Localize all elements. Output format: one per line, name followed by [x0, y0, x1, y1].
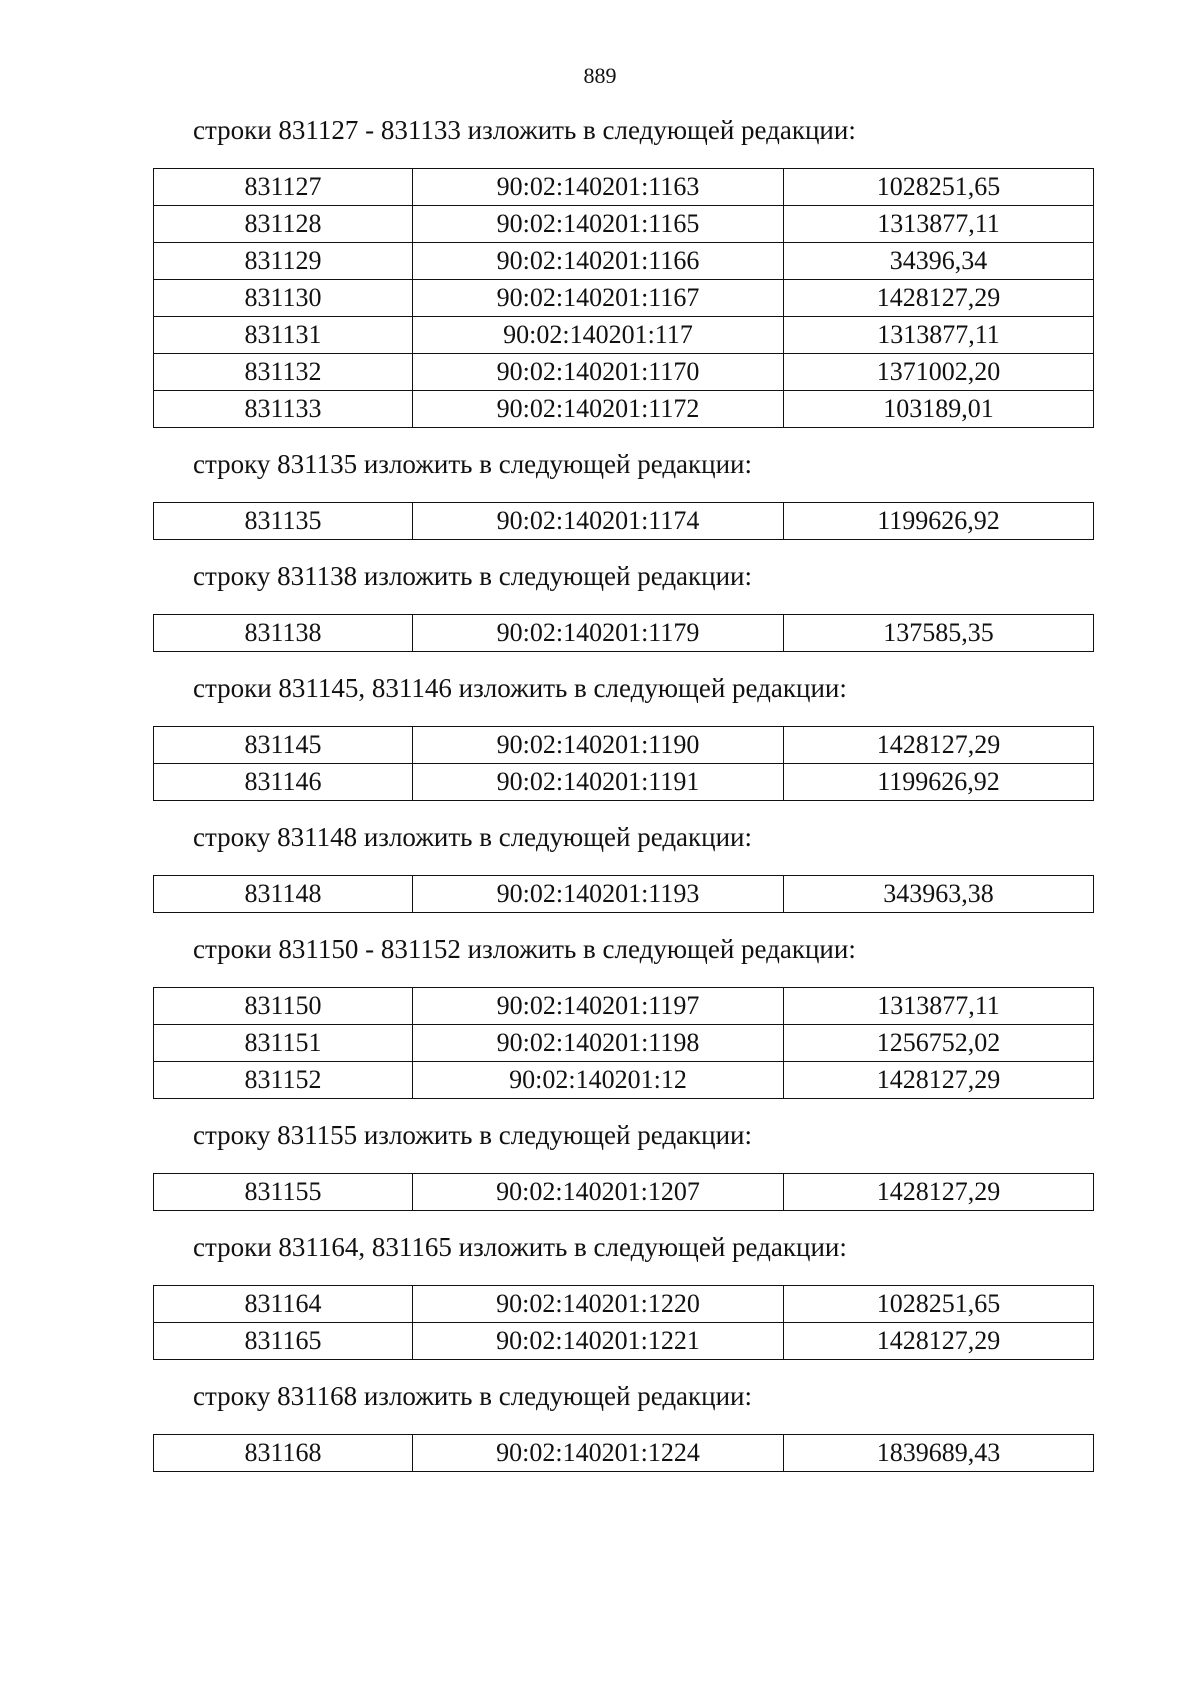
- row-number-cell: 831132: [154, 354, 413, 391]
- value-cell: 1199626,92: [784, 503, 1094, 540]
- table-row: [154, 1286, 1094, 1323]
- table-row: [154, 206, 1094, 243]
- cadastral-number-cell: 90:02:140201:1166: [413, 243, 784, 280]
- table-row: [154, 615, 1094, 652]
- cadastral-number-cell: 90:02:140201:1167: [413, 280, 784, 317]
- amendment-instruction: строки 831145, 831146 изложить в следующей редакции:: [193, 673, 847, 703]
- amendment-table: [153, 1434, 1094, 1472]
- cadastral-number-cell: 90:02:140201:1221: [413, 1323, 784, 1360]
- amendment-section: [153, 558, 1093, 652]
- cadastral-number-cell: 90:02:140201:1193: [413, 876, 784, 913]
- amendment-instruction: строку 831148 изложить в следующей редакции:: [193, 822, 753, 852]
- value-cell: 1428127,29: [784, 280, 1094, 317]
- row-number-cell: 831129: [154, 243, 413, 280]
- value-cell: 1371002,20: [784, 354, 1094, 391]
- table-row: [154, 876, 1094, 913]
- table-row: [154, 1435, 1094, 1472]
- cadastral-number-cell: 90:02:140201:12: [413, 1062, 784, 1099]
- cadastral-number-cell: 90:02:140201:1220: [413, 1286, 784, 1323]
- amendment-section: [153, 446, 1093, 540]
- value-cell: 1313877,11: [784, 988, 1094, 1025]
- table-row: [154, 1323, 1094, 1360]
- row-number-cell: 831131: [154, 317, 413, 354]
- document-body: [153, 112, 1093, 1472]
- amendment-instruction: строки 831127 - 831133 изложить в следующей редакции:: [193, 115, 856, 145]
- table-row: [154, 391, 1094, 428]
- table-row: [154, 1062, 1094, 1099]
- value-cell: 1428127,29: [784, 1174, 1094, 1211]
- cadastral-number-cell: 90:02:140201:1179: [413, 615, 784, 652]
- value-cell: 34396,34: [784, 243, 1094, 280]
- row-number-cell: 831152: [154, 1062, 413, 1099]
- cadastral-number-cell: 90:02:140201:1224: [413, 1435, 784, 1472]
- row-number-cell: 831165: [154, 1323, 413, 1360]
- value-cell: 1839689,43: [784, 1435, 1094, 1472]
- amendment-table: [153, 987, 1094, 1099]
- amendment-table: [153, 875, 1094, 913]
- value-cell: 137585,35: [784, 615, 1094, 652]
- row-number-cell: 831138: [154, 615, 413, 652]
- cadastral-number-cell: 90:02:140201:1174: [413, 503, 784, 540]
- amendment-instruction: строку 831135 изложить в следующей редакции:: [193, 449, 753, 479]
- amendment-table: [153, 726, 1094, 801]
- row-number-cell: 831151: [154, 1025, 413, 1062]
- row-number-cell: 831148: [154, 876, 413, 913]
- row-number-cell: 831135: [154, 503, 413, 540]
- cadastral-number-cell: 90:02:140201:1198: [413, 1025, 784, 1062]
- table-row: [154, 280, 1094, 317]
- table-row: [154, 1174, 1094, 1211]
- row-number-cell: 831150: [154, 988, 413, 1025]
- amendment-instruction: строки 831150 - 831152 изложить в следующей редакции:: [193, 934, 856, 964]
- table-row: [154, 988, 1094, 1025]
- value-cell: 1199626,92: [784, 764, 1094, 801]
- cadastral-number-cell: 90:02:140201:1163: [413, 169, 784, 206]
- amendment-table: [153, 502, 1094, 540]
- amendment-table: [153, 168, 1094, 428]
- cadastral-number-cell: 90:02:140201:1172: [413, 391, 784, 428]
- table-row: [154, 243, 1094, 280]
- amendment-section: [153, 1229, 1093, 1360]
- cadastral-number-cell: 90:02:140201:117: [413, 317, 784, 354]
- table-row: [154, 764, 1094, 801]
- value-cell: 1428127,29: [784, 1062, 1094, 1099]
- table-row: [154, 354, 1094, 391]
- value-cell: 1428127,29: [784, 1323, 1094, 1360]
- value-cell: 103189,01: [784, 391, 1094, 428]
- row-number-cell: 831127: [154, 169, 413, 206]
- row-number-cell: 831146: [154, 764, 413, 801]
- amendment-instruction: строку 831168 изложить в следующей редакции:: [193, 1381, 753, 1411]
- amendment-section: [153, 112, 1093, 428]
- amendment-section: [153, 1378, 1093, 1472]
- cadastral-number-cell: 90:02:140201:1165: [413, 206, 784, 243]
- amendment-section: [153, 931, 1093, 1099]
- cadastral-number-cell: 90:02:140201:1207: [413, 1174, 784, 1211]
- row-number-cell: 831128: [154, 206, 413, 243]
- table-row: [154, 317, 1094, 354]
- row-number-cell: 831155: [154, 1174, 413, 1211]
- value-cell: 1256752,02: [784, 1025, 1094, 1062]
- amendment-section: [153, 819, 1093, 913]
- amendment-section: [153, 670, 1093, 801]
- amendment-instruction: строку 831138 изложить в следующей редакции:: [193, 561, 753, 591]
- table-row: [154, 503, 1094, 540]
- row-number-cell: 831133: [154, 391, 413, 428]
- amendment-instruction: строки 831164, 831165 изложить в следующей редакции:: [193, 1232, 847, 1262]
- cadastral-number-cell: 90:02:140201:1191: [413, 764, 784, 801]
- row-number-cell: 831145: [154, 727, 413, 764]
- value-cell: 343963,38: [784, 876, 1094, 913]
- row-number-cell: 831164: [154, 1286, 413, 1323]
- value-cell: 1313877,11: [784, 317, 1094, 354]
- table-row: [154, 727, 1094, 764]
- amendment-instruction: строку 831155 изложить в следующей редакции:: [193, 1120, 753, 1150]
- cadastral-number-cell: 90:02:140201:1197: [413, 988, 784, 1025]
- amendment-table: [153, 1173, 1094, 1211]
- page-number: 889: [583, 63, 617, 88]
- value-cell: 1428127,29: [784, 727, 1094, 764]
- cadastral-number-cell: 90:02:140201:1170: [413, 354, 784, 391]
- value-cell: 1028251,65: [784, 1286, 1094, 1323]
- amendment-table: [153, 1285, 1094, 1360]
- table-row: [154, 169, 1094, 206]
- row-number-cell: 831168: [154, 1435, 413, 1472]
- value-cell: 1028251,65: [784, 169, 1094, 206]
- row-number-cell: 831130: [154, 280, 413, 317]
- cadastral-number-cell: 90:02:140201:1190: [413, 727, 784, 764]
- amendment-table: [153, 614, 1094, 652]
- table-row: [154, 1025, 1094, 1062]
- amendment-section: [153, 1117, 1093, 1211]
- value-cell: 1313877,11: [784, 206, 1094, 243]
